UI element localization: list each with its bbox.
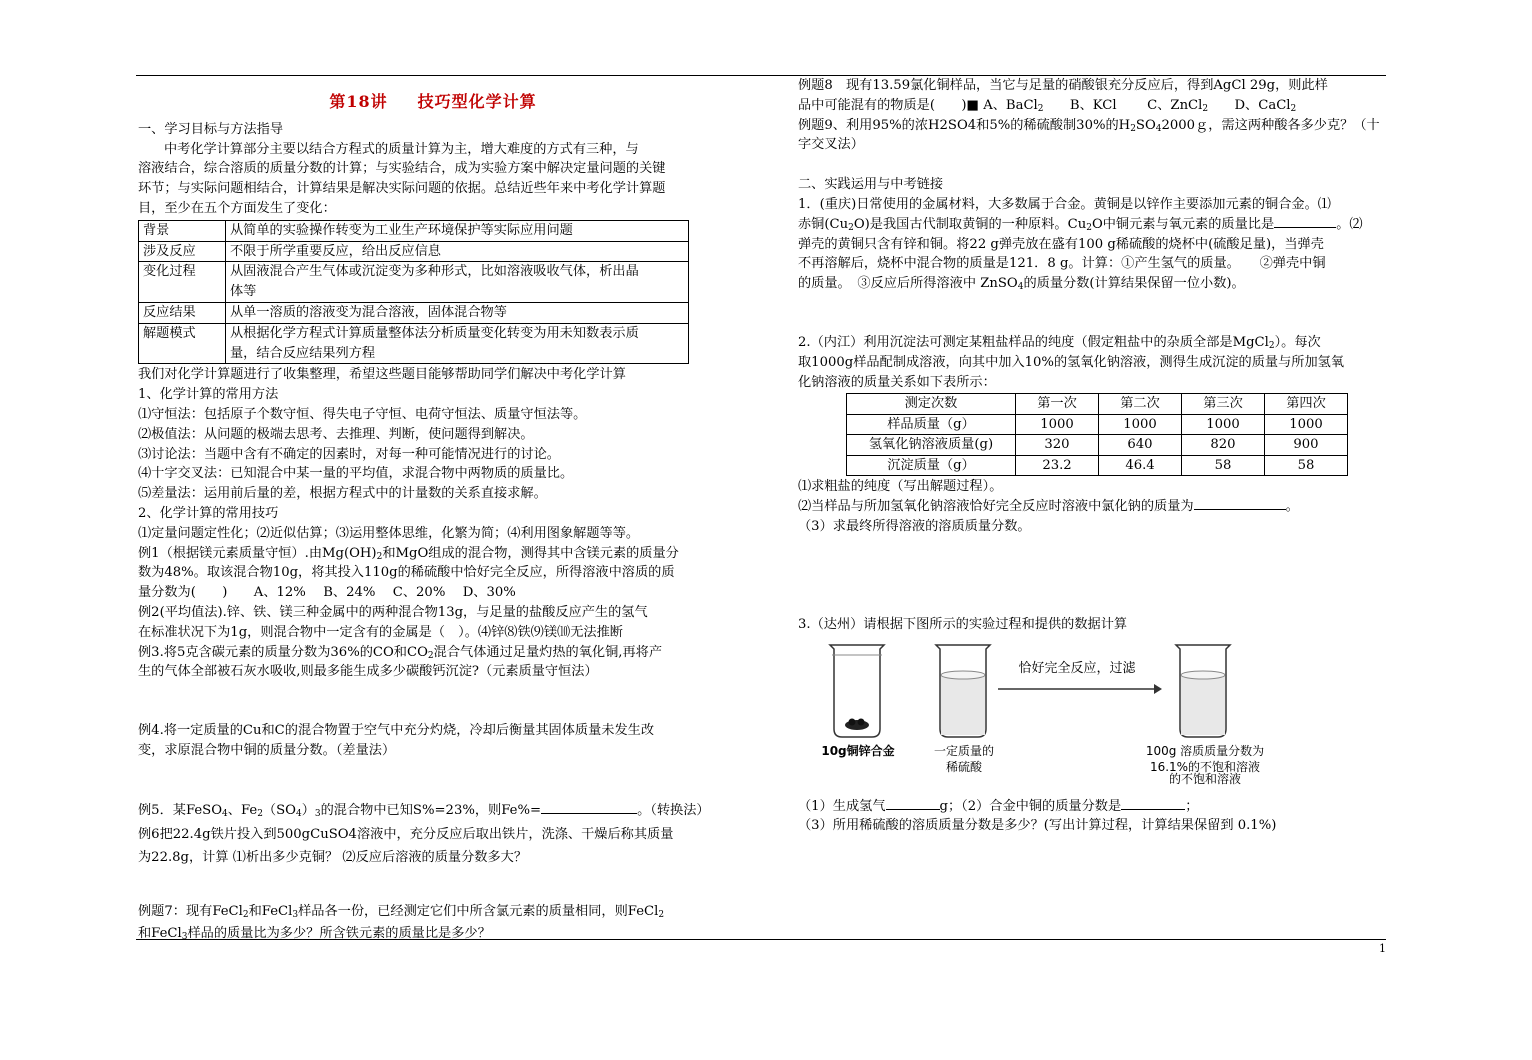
- table-value-line: 从单一溶质的溶液变为混合溶液，固体混合物等: [230, 304, 507, 320]
- text-run: 和MgO组成的混合物，测得其中含镁元素的质量分: [382, 545, 679, 561]
- subscript: 2: [1268, 340, 1275, 351]
- experiment-figure: [806, 641, 1286, 793]
- table-row: [847, 435, 1348, 456]
- problem-3-question-1: [798, 797, 1388, 817]
- section2-heading: 二、实践运用与中考链接: [798, 177, 944, 193]
- problem-2-line-2: 取1000g样品配制成溶液，向其中加入10%的氢氧化钠溶液，测得生成沉淀的质量与所加氢氧: [798, 354, 1345, 370]
- intro-line-2: 溶液结合，综合溶质的质量分数的计算；与实验结合，成为实验方案中解决定量问题的关键: [138, 161, 666, 177]
- table-row: [139, 220, 689, 241]
- table-cell: 1000: [1016, 414, 1099, 435]
- problem-1-line-1: 1．(重庆)日常使用的金属材料，大多数属于合金。黄铜是以锌作主要添加元素的铜合金。⑴: [798, 196, 1331, 212]
- table-cell: 氢氧化钠溶液质量(g): [847, 435, 1016, 456]
- table-cell: 沉淀质量（g）: [847, 455, 1016, 476]
- example-3-line-2: 生的气体全部被石灰水吸收,则最多能生成多少碳酸钙沉淀?（元素质量守恒法）: [138, 664, 598, 680]
- table-value: [226, 302, 689, 323]
- beaker-2: [936, 645, 990, 737]
- problem-2-line-1: [798, 333, 1388, 353]
- subscript: 4: [222, 808, 228, 819]
- caption-alloy: 10g铜锌合金: [821, 743, 895, 758]
- example-1-line-1: [138, 544, 728, 564]
- table-header-cell: 第三次: [1182, 394, 1265, 415]
- table-key: 解题模式: [139, 323, 226, 364]
- text-run: 的质量。 ③反应后所得溶液中 ZnSO: [798, 276, 1018, 292]
- answer-blank[interactable]: [541, 813, 637, 814]
- method-4: ⑷十字交叉法：已知混合中某一量的平均值，求混合物中两物质的质量比。: [138, 466, 574, 482]
- subscript: 2: [376, 551, 383, 562]
- example-8-line-2: [798, 96, 1388, 116]
- methods-heading: 1、化学计算的常用方法: [138, 387, 279, 403]
- table-row: [139, 323, 689, 364]
- reaction-arrow: [998, 684, 1162, 694]
- caption-line: 100g 溶质质量分数为: [1145, 743, 1265, 758]
- text-run: 的混合物中已知S%=23%，则Fe%=: [320, 802, 542, 818]
- table-value-line: 从固液混合产生气体或沉淀变为多种形式，比如溶液吸收气体，析出晶: [230, 264, 639, 280]
- problem-3-line-1: 3.（达州）请根据下图所示的实验过程和提供的数据计算: [798, 616, 1128, 632]
- subscript: 4: [1155, 123, 1162, 134]
- problem-1-line-3: 弹壳的黄铜只含有锌和铜。将22 g弹壳放在盛有100 g稀硫酸的烧杯中(硫酸足量)，当弹壳: [798, 236, 1324, 252]
- text-run: 例3.将5克含碳元素的质量分数为36%的CO和CO: [138, 644, 428, 660]
- text-run: ；: [1185, 798, 1199, 814]
- problem-1-line-2: [798, 215, 1388, 235]
- section1-heading: 一、学习目标与方法指导: [138, 121, 284, 137]
- method-5: ⑸差量法：运用前后量的差，根据方程式中的计量数的关系直接求解。: [138, 486, 547, 502]
- left-column: [138, 80, 728, 944]
- table-cell: 820: [1182, 435, 1265, 456]
- text-run: 样品的质量比为多少？所含铁元素的质量比是多少？: [187, 925, 491, 941]
- text-run: ⑵当样品与所加氢氧化钠溶液恰好完全反应时溶液中氯化钠的质量为: [798, 499, 1194, 515]
- table-cell: 58: [1265, 455, 1348, 476]
- table-value: [226, 220, 689, 241]
- table-value-line: 不限于所学重要反应，给出反应信息: [230, 243, 441, 259]
- right-column: [798, 76, 1388, 836]
- text-run: 。（转换法）: [637, 802, 710, 818]
- spacer: [138, 868, 728, 902]
- table-value: [226, 262, 689, 303]
- subscript: 3: [181, 931, 188, 942]
- arrow-label: 恰好完全反应，过滤: [1018, 660, 1136, 676]
- text-run: ）: [301, 802, 315, 818]
- answer-blank[interactable]: [1274, 227, 1336, 228]
- table-key: 涉及反应: [139, 241, 226, 262]
- example-9-line-1: [798, 116, 1388, 136]
- subscript: 2: [658, 910, 665, 921]
- beaker-3: [1176, 645, 1230, 737]
- text-run: 例1（根据镁元素质量守恒）.由Mg(OH): [138, 545, 377, 561]
- subscript: 2: [848, 222, 854, 233]
- after-table-text: 我们对化学计算题进行了收集整理，希望这些题目能够帮助同学们解决中考化学计算: [138, 367, 626, 383]
- subscript: 2: [1130, 123, 1136, 134]
- problem-2-question-1: ⑴求粗盐的纯度（写出解题过程）。: [798, 479, 1003, 495]
- example-4-line-1: 例4.将一定质量的Cu和C的混合物置于空气中充分灼烧，冷却后衡量其固体质量未发生改: [138, 723, 655, 739]
- method-1: ⑴守恒法：包括原子个数守恒、得失电子守恒、电荷守恒法、质量守恒法等。: [138, 406, 587, 422]
- answer-blank[interactable]: [1194, 509, 1286, 510]
- example-1-line-3: 量分数为( ) A、12% B、24% C、20% D、30%: [138, 585, 516, 601]
- caption-line: 的不饱和溶液: [1168, 771, 1241, 786]
- table-value-line: 从简单的实验操作转变为工业生产环境保护等实际应用问题: [230, 222, 573, 238]
- text-run: 例5．某FeSO: [138, 802, 223, 818]
- skills-heading: 2、化学计算的常用技巧: [138, 505, 279, 521]
- table-value: [226, 241, 689, 262]
- example-2-line-1: 例2(平均值法).锌、铁、镁三种金属中的两种混合物13g，与足量的盐酸反应产生的氢气: [138, 604, 648, 620]
- table-value-line: 量，结合反应结果列方程: [230, 345, 376, 361]
- subscript: 4: [295, 808, 302, 819]
- table-value: [226, 323, 689, 364]
- text-run: 混合气体通过足量灼热的氧化铜,再将产: [433, 644, 663, 660]
- lecture-number: 第18讲: [329, 92, 388, 111]
- intro-line-1: 中考化学计算部分主要以结合方程式的质量计算为主，增大难度的方式有三种，与: [164, 141, 639, 157]
- example-3-line-1: [138, 643, 728, 663]
- text-run: 例题9、利用95%的浓H2SO4和5%的稀硫酸制30%的H: [798, 117, 1131, 133]
- table-cell: 23.2: [1016, 455, 1099, 476]
- example-4-line-2: 变，求原混合物中铜的质量分数。（差量法）: [138, 742, 396, 758]
- changes-table: [138, 220, 689, 365]
- text-run: 。: [1285, 499, 1299, 515]
- subscript: 2: [1202, 103, 1209, 114]
- table-header-cell: 第二次: [1099, 394, 1182, 415]
- measurement-table: [846, 393, 1348, 476]
- answer-blank[interactable]: [886, 809, 940, 810]
- problem-2-question-3: （3）求最终所得溶液的溶质质量分数。: [798, 518, 1031, 534]
- caption-line: 16.1%的不饱和溶液: [1149, 759, 1261, 774]
- text-run: 、Fe: [227, 802, 258, 818]
- table-header-cell: 测定次数: [847, 394, 1016, 415]
- page-title: [138, 92, 728, 112]
- problem-3-question-2: （3）所用稀硫酸的溶质质量分数是多少？(写出计算过程，计算结果保留到 0.1%): [798, 818, 1277, 834]
- table-key: 背景: [139, 220, 226, 241]
- problem-1-line-4: 不再溶解后，烧杯中混合物的质量是121．8 g。计算：①产生氢气的质量。 ②弹壳中铜: [798, 256, 1326, 272]
- table-cell: 640: [1099, 435, 1182, 456]
- table-cell: 1000: [1182, 414, 1265, 435]
- example-7-line-1: [138, 902, 728, 922]
- subscript: 4: [1017, 282, 1024, 293]
- intro-line-3: 环节；与实际问题相结合，计算结果是解决实际问题的依据。总结近些年来中考化学计算题: [138, 181, 666, 197]
- subscript: 2: [1290, 103, 1297, 114]
- text-run: O中铜元素与氧元素的质量比是: [1091, 216, 1275, 232]
- subscript: 2: [1037, 103, 1044, 114]
- method-2: ⑵极值法：从问题的极端去思考、去推理、判断，使问题得到解决。: [138, 426, 534, 442]
- text-run: （1）生成氢气: [798, 798, 886, 814]
- skills-text: ⑴定量问题定性化；⑵近似估算；⑶运用整体思维，化繁为简；⑷利用图象解题等等。: [138, 525, 640, 541]
- example-2-line-2: 在标准状况下为1g，则混合物中一定含有的金属是（ ）。⑷锌⑻铁⑼镁⑽无法推断: [138, 624, 623, 640]
- subscript: 2: [242, 910, 249, 921]
- text-run: 2000ｇ，需这两种酸各多少克？（十: [1161, 117, 1380, 133]
- example-6-line-2: 为22.8g，计算 ⑴析出多少克铜？ ⑵反应后溶液的质量分数多大？: [138, 850, 528, 866]
- table-row: [847, 455, 1348, 476]
- caption-line: 稀硫酸: [945, 759, 982, 774]
- table-cell: 46.4: [1099, 455, 1182, 476]
- problem-1-line-5: [798, 274, 1388, 294]
- caption-acid: [918, 743, 1010, 775]
- text-run: 。⑵: [1336, 216, 1363, 232]
- spacer: [138, 761, 728, 801]
- caption-line: 一定质量的: [933, 743, 994, 758]
- text-run: 和FeCl: [138, 925, 182, 941]
- text-run: 的质量分数(计算结果保留一位小数)。: [1023, 276, 1245, 292]
- table-header-cell: 第一次: [1016, 394, 1099, 415]
- spacer: [798, 294, 1388, 333]
- page-number: 1: [1379, 942, 1386, 955]
- table-key: 反应结果: [139, 302, 226, 323]
- table-cell: 1000: [1265, 414, 1348, 435]
- subscript: 2: [1086, 222, 1092, 233]
- table-row: [139, 302, 689, 323]
- text-run: 品中可能混有的物质是( )■ A、BaCl: [798, 97, 1038, 113]
- beaker-1: [830, 645, 884, 737]
- answer-blank[interactable]: [1121, 809, 1185, 810]
- text-run: 样品各一份，已经测定它们中所含氯元素的质量相同，则FeCl: [298, 904, 659, 920]
- example-6-line-1: 例6把22.4g铁片投入到500gCuSO4溶液中，充分反应后取出铁片，洗涤、干燥后称其质量: [138, 826, 674, 842]
- example-7-line-2: [138, 924, 728, 944]
- table-row: [139, 262, 689, 303]
- text-run: （SO: [262, 802, 296, 818]
- spacer: [798, 537, 1388, 615]
- subscript: 3: [314, 808, 321, 819]
- table-key: 变化过程: [139, 262, 226, 303]
- table-header-cell: 第四次: [1265, 394, 1348, 415]
- example-1-line-2: 数为48%。取该混合物10g，将其投入110g的稀硫酸中恰好完全反应，所得溶液中溶质的质: [138, 565, 675, 581]
- example-5: [138, 801, 728, 821]
- example-8-line-1: 例题8 现有13.59氯化铜样品，当它与足量的硝酸银充分反应后，得到AgCl 29g，则此样: [798, 78, 1328, 93]
- text-run: 和FeCl: [248, 904, 293, 920]
- text-run: 2.（内江）利用沉淀法可测定某粗盐样品的纯度（假定粗盐中的杂质全部是MgCl: [798, 334, 1269, 350]
- problem-2-line-3: 化钠溶液的质量关系如下表所示：: [798, 374, 996, 390]
- text-run: 例题7：现有FeCl: [138, 904, 243, 920]
- text-run: ）。每次: [1274, 334, 1321, 350]
- table-cell: 样品质量（g）: [847, 414, 1016, 435]
- table-value-line: 从根据化学方程式计算质量整体法分析质量变化转变为用未知数表示质: [230, 325, 639, 341]
- text-run: SO: [1135, 117, 1156, 133]
- example-9-line-2: 字交叉法）: [798, 137, 864, 153]
- table-row: [847, 414, 1348, 435]
- text-run: B、KCl C、ZnCl: [1043, 97, 1203, 113]
- text-run: O)是我国古代制取黄铜的一种原料。Cu: [853, 216, 1087, 232]
- text-run: 赤铜(Cu: [798, 216, 849, 232]
- method-3: ⑶讨论法：当题中含有不确定的因素时，对每一种可能情况进行的讨论。: [138, 446, 560, 462]
- table-value-line: 体等: [230, 284, 257, 300]
- table-cell: 900: [1265, 435, 1348, 456]
- table-cell: 58: [1182, 455, 1265, 476]
- table-header-row: [847, 394, 1348, 415]
- problem-2-question-2: [798, 497, 1388, 517]
- text-run: g；（2）合金中铜的质量分数是: [939, 798, 1122, 814]
- subscript: 2: [427, 650, 434, 661]
- intro-line-4: 目，至少在五个方面发生了变化：: [138, 200, 336, 216]
- text-run: D、CaCl: [1208, 97, 1291, 113]
- table-cell: 1000: [1099, 414, 1182, 435]
- spacer: [798, 155, 1388, 175]
- table-row: [139, 241, 689, 262]
- caption-solution: [1140, 743, 1270, 791]
- subscript: 2: [257, 808, 263, 819]
- spacer: [138, 682, 728, 721]
- subscript: 3: [292, 910, 299, 921]
- lecture-topic: 技巧型化学计算: [417, 92, 537, 111]
- table-cell: 320: [1016, 435, 1099, 456]
